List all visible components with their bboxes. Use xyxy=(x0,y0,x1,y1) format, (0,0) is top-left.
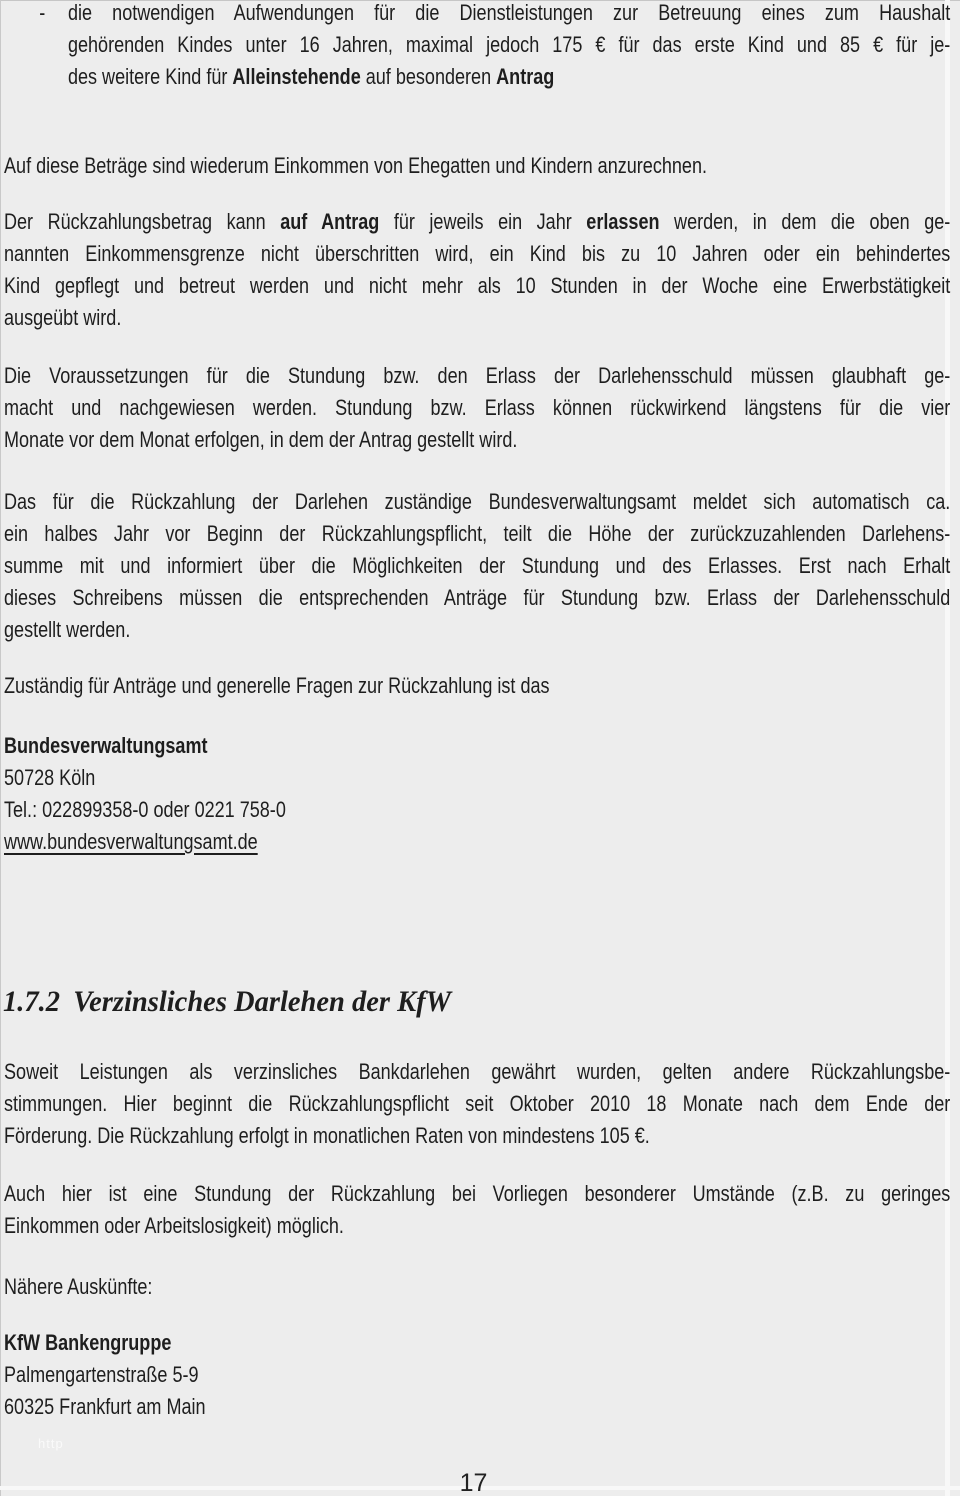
text-line: summe mit und informiert über die Möglichkeiten der Stundung und des Erlasses. Erst nach Erhalt xyxy=(4,553,951,578)
text-line: Monate vor dem Monat erfolgen, in dem der Antrag gestellt wird. xyxy=(4,427,518,452)
text-line: macht und nachgewiesen werden. Stundung bzw. Erlass können rückwirkend längstens für die vier xyxy=(4,395,951,420)
text-segment: auf besonderen xyxy=(360,64,497,89)
paragraph-zustaendig xyxy=(4,670,950,702)
text-segment: werden, in dem die oben ge- xyxy=(659,209,951,234)
text-line: ausgeübt wird. xyxy=(4,305,122,330)
paragraph-erlass xyxy=(4,206,950,334)
text-line: Auch hier ist eine Stundung der Rückzahlung bei Vorliegen besonderer Umstände (z.B. zu geringes xyxy=(4,1181,951,1206)
bold-text: Alleinstehende xyxy=(232,64,361,89)
website-link[interactable]: www.bundesverwaltungsamt.de xyxy=(4,829,258,854)
address-city: 50728 Köln xyxy=(4,765,96,790)
paragraph-stundung xyxy=(4,360,950,456)
address-bundesverwaltungsamt xyxy=(4,730,950,858)
text-line xyxy=(68,61,950,93)
text-line: Das für die Rückzahlung der Darlehen zuständige Bundesverwaltungsamt meldet sich automatisch ca. xyxy=(4,489,951,514)
text-line: Nähere Auskünfte: xyxy=(4,1274,153,1299)
bullet-item xyxy=(4,0,950,93)
paragraph-bva-meldung xyxy=(4,486,950,646)
section-title: Verzinsliches Darlehen der KfW xyxy=(73,985,451,1018)
paragraph-kfw xyxy=(4,1056,950,1152)
bold-text: auf Antrag xyxy=(280,209,380,234)
address-name: KfW Bankengruppe xyxy=(4,1330,172,1355)
text-line: ein halbes Jahr vor Beginn der Rückzahlungspflicht, teilt die Höhe der zurückzuzahlenden Darlehens- xyxy=(4,521,951,546)
page-edge-left xyxy=(0,0,1,1496)
address-street: Palmengartenstraße 5-9 xyxy=(4,1362,199,1387)
bold-text: erlassen xyxy=(586,209,660,234)
text-line: die notwendigen Aufwendungen für die Dienstleistungen zur Betreuung eines zum Haushalt xyxy=(67,0,951,25)
text-line: gestellt werden. xyxy=(4,617,131,642)
text-line: Zuständig für Anträge und generelle Fragen zur Rückzahlung ist das xyxy=(4,673,550,698)
paragraph-auskuenfte xyxy=(4,1271,950,1303)
text-line: Soweit Leistungen als verzinsliches Bankdarlehen gewährt wurden, gelten andere Rückzahlungsbe- xyxy=(4,1059,951,1084)
text-line: Die Voraussetzungen für die Stundung bzw. den Erlass der Darlehensschuld müssen glaubhaft ge- xyxy=(4,363,951,388)
text-line: dieses Schreibens müssen die entsprechenden Anträge für Stundung bzw. Erlass der Darlehensschuld xyxy=(4,585,951,610)
text-line: Einkommen oder Arbeitslosigkeit) möglich. xyxy=(4,1213,344,1238)
address-name: Bundesverwaltungsamt xyxy=(4,733,208,758)
text-line: nannten Einkommensgrenze nicht überschritten wird, ein Kind bis zu 10 Jahren oder ein behindertes xyxy=(4,241,951,266)
address-city: 60325 Frankfurt am Main xyxy=(4,1394,206,1419)
text-segment: des weitere Kind für xyxy=(67,64,233,89)
text-line: gehörenden Kindes unter 16 Jahren, maximal jedoch 175 € für das erste Kind und 85 € für je- xyxy=(67,32,951,57)
watermark-text: http xyxy=(38,1436,64,1451)
text-line: stimmungen. Hier beginnt die Rückzahlungspflicht seit Oktober 2010 18 Monate nach dem Ende der xyxy=(4,1091,951,1116)
section-number: 1.7.2 xyxy=(3,985,60,1018)
page-number: 17 xyxy=(459,1469,488,1496)
section-heading xyxy=(3,984,451,1020)
bullet-marker: - xyxy=(39,0,46,25)
text-line xyxy=(4,206,950,238)
text-segment: für jeweils ein Jahr xyxy=(379,209,587,234)
paragraph-anrechnung xyxy=(4,150,950,182)
text-line: Auf diese Beträge sind wiederum Einkommen von Ehegatten und Kindern anzurechnen. xyxy=(4,153,707,178)
text-segment: Der Rückzahlungsbetrag kann xyxy=(4,209,281,234)
address-kfw xyxy=(4,1327,950,1423)
address-phone: Tel.: 022899358-0 oder 0221 758-0 xyxy=(4,797,286,822)
bold-text: Antrag xyxy=(496,64,555,89)
paragraph-stundung-kfw xyxy=(4,1178,950,1242)
text-line: Förderung. Die Rückzahlung erfolgt in monatlichen Raten von mindestens 105 €. xyxy=(4,1123,650,1148)
text-line: Kind gepflegt und betreut werden und nicht mehr als 10 Stunden in der Woche eine Erwerbstätigkeit xyxy=(4,273,951,298)
